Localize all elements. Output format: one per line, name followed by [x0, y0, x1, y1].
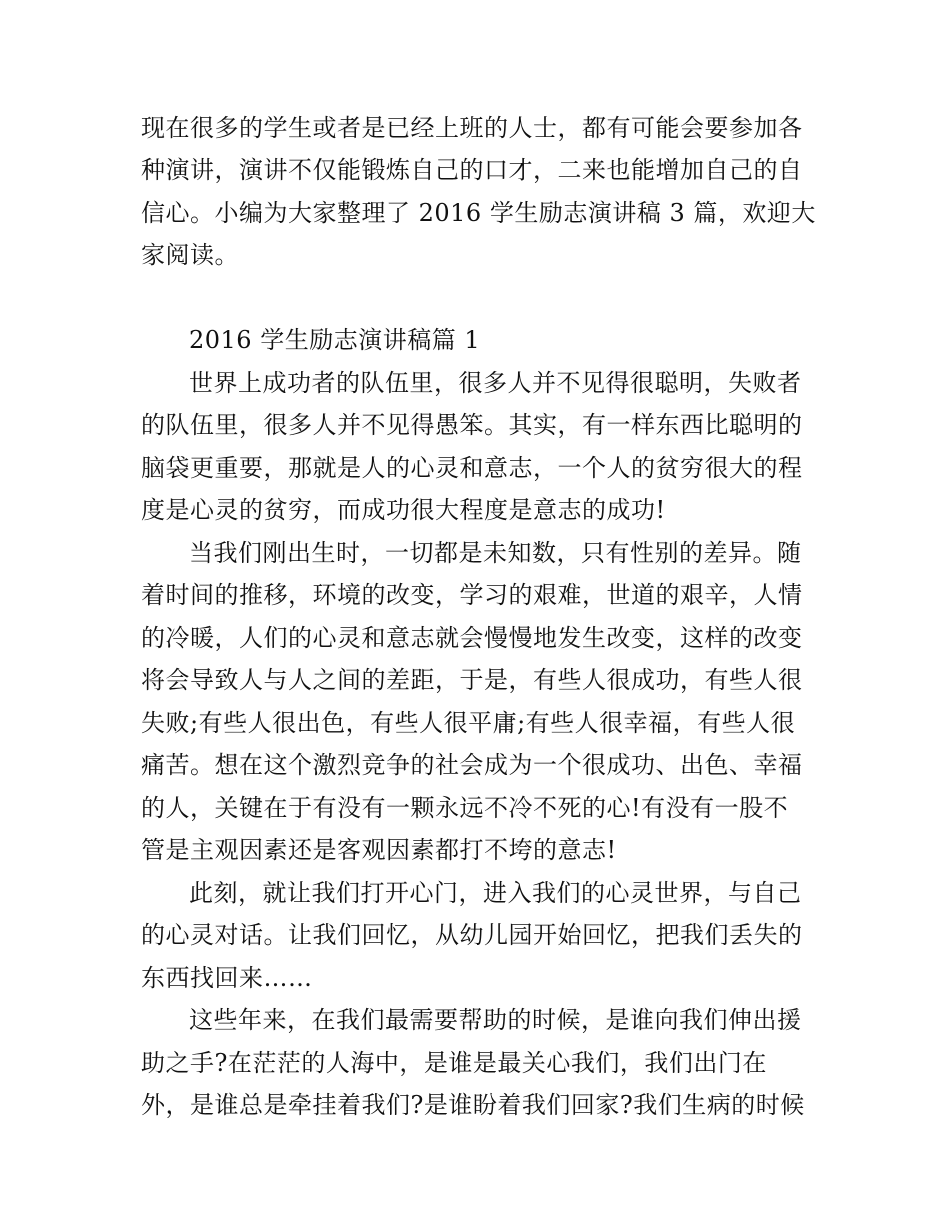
paragraph-line: 将会导致人与人之间的差距，于是，有些人很成功，有些人很	[141, 666, 803, 694]
intro-line: 家阅读。	[141, 241, 239, 269]
intro-line: 信心。小编为大家整理了 2016 学生励志演讲稿 3 篇，欢迎大	[141, 199, 816, 227]
paragraph-line: 外，是谁总是牵挂着我们?是谁盼着我们回家?我们生病的时候	[141, 1091, 805, 1119]
paragraph-line: 失败;有些人很出色，有些人很平庸;有些人很幸福，有些人很	[141, 709, 796, 737]
section-title: 2016 学生励志演讲稿篇 1	[189, 326, 481, 354]
intro-line: 现在很多的学生或者是已经上班的人士，都有可能会要参加各	[141, 114, 803, 142]
intro-line: 种演讲，演讲不仅能锻炼自己的口才，二来也能增加自己的自	[141, 156, 803, 184]
paragraph-line: 痛苦。想在这个激烈竞争的社会成为一个很成功、出色、幸福	[141, 751, 803, 779]
paragraph-line: 的心灵对话。让我们回忆，从幼儿园开始回忆，把我们丢失的	[141, 921, 803, 949]
paragraph-line: 此刻，就让我们打开心门，进入我们的心灵世界，与自己	[189, 879, 802, 907]
paragraph-line: 度是心灵的贫穷，而成功很大程度是意志的成功!	[141, 496, 666, 524]
paragraph-line: 当我们刚出生时，一切都是未知数，只有性别的差异。随	[189, 539, 802, 567]
paragraph-line: 着时间的推移，环境的改变，学习的艰难，世道的艰辛，人情	[141, 581, 803, 609]
paragraph-line: 管是主观因素还是客观因素都打不垮的意志!	[141, 836, 617, 864]
paragraph-line: 助之手?在茫茫的人海中，是谁是最关心我们，我们出门在	[141, 1049, 767, 1077]
paragraph-line: 的队伍里，很多人并不见得愚笨。其实，有一样东西比聪明的	[141, 411, 803, 439]
paragraph-line: 这些年来，在我们最需要帮助的时候，是谁向我们伸出援	[189, 1006, 802, 1034]
paragraph-line: 东西找回来……	[141, 964, 313, 992]
paragraph-line: 脑袋更重要，那就是人的心灵和意志，一个人的贫穷很大的程	[141, 454, 803, 482]
paragraph-line: 的人，关键在于有没有一颗永远不冷不死的心!有没有一股不	[141, 794, 789, 822]
paragraph-line: 世界上成功者的队伍里，很多人并不见得很聪明，失败者	[189, 369, 802, 397]
paragraph-line: 的冷暖，人们的心灵和意志就会慢慢地发生改变，这样的改变	[141, 624, 803, 652]
